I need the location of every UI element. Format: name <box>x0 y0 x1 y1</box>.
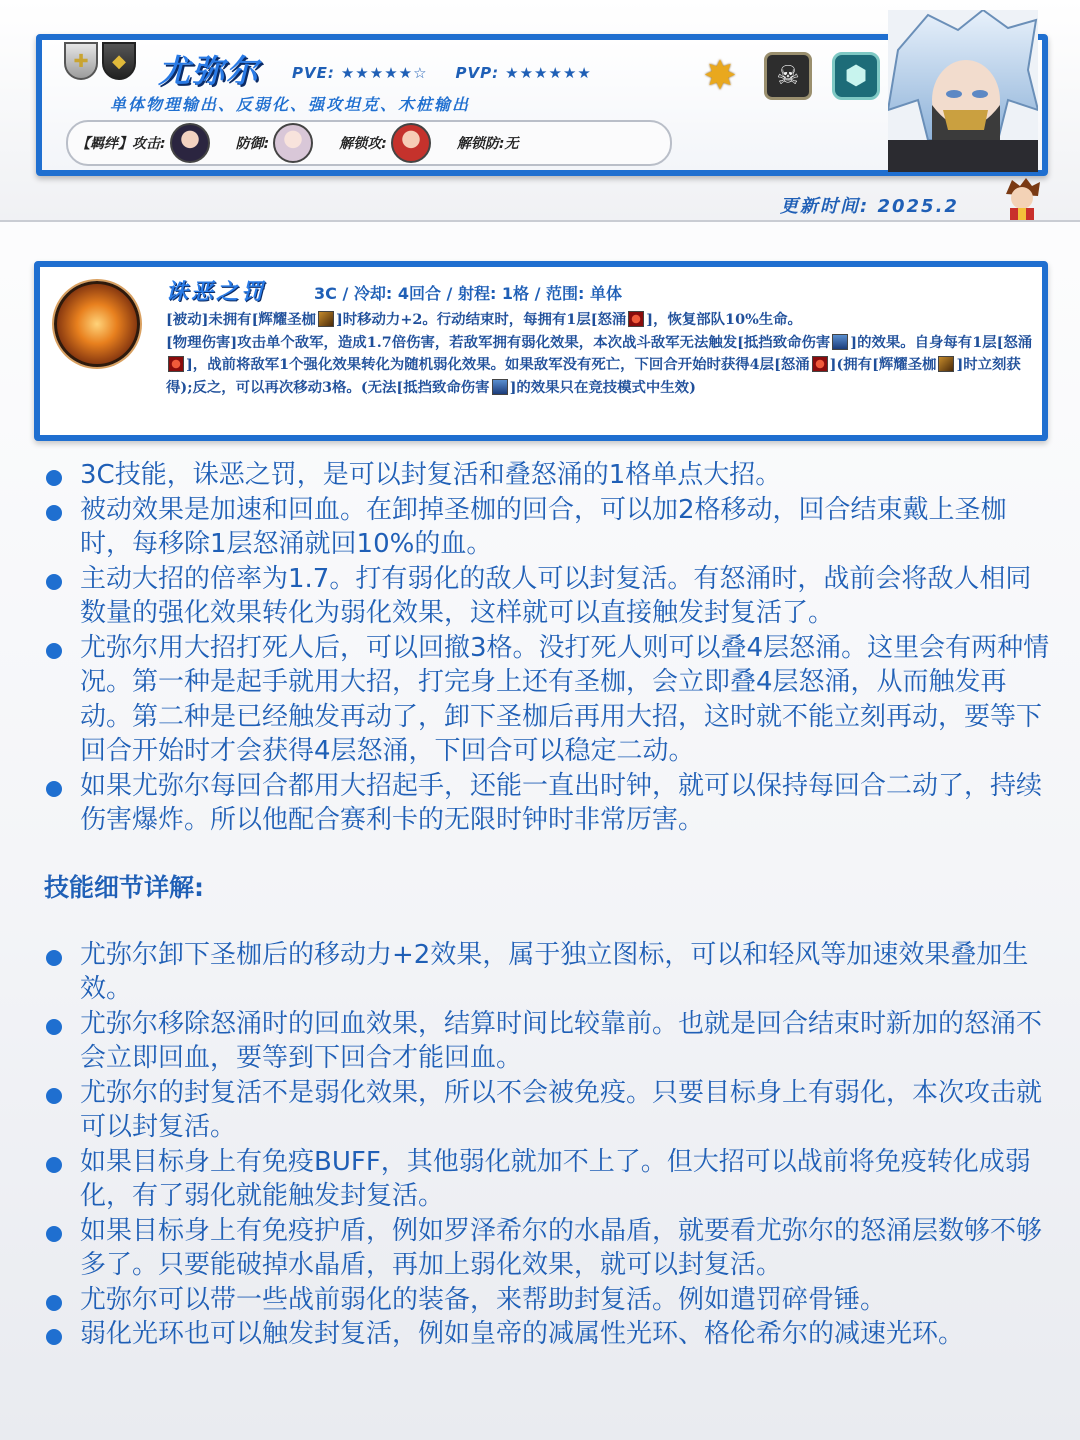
bond-defense-avatar[interactable] <box>273 123 313 163</box>
bond-unlock-attack <box>339 123 431 163</box>
hero-roles: 单体物理输出、反弱化、强攻坦克、木桩输出 <box>110 95 471 114</box>
list-item: 如果尤弥尔每回合都用大招起手，还能一直出时钟，就可以保持每回合二动了，持续伤害爆炸。所以他配合赛利卡的无限时钟时非常厉害。 <box>44 769 1054 838</box>
class-icons <box>64 42 136 80</box>
ratings <box>292 64 592 82</box>
hero-portrait <box>888 10 1038 172</box>
skill-description <box>166 309 1042 399</box>
skill-desc-part: ]时移动力+2。行动结束时，每拥有1层[怒涌 <box>335 311 627 328</box>
star-badge-icon: ✸ <box>703 53 737 99</box>
skill-meta: 3C / 冷却: 4回合 / 射程: 1格 / 范围: 单体 <box>314 284 623 303</box>
pvp-stars: ★★★★★★ <box>505 64 592 82</box>
lethal-block-icon <box>492 379 508 395</box>
bond-row <box>66 120 672 166</box>
skill-name: 诛恶之罚 <box>166 280 267 305</box>
chibi-avatar <box>1000 176 1044 220</box>
bond-attack-label: 攻击: <box>132 136 166 152</box>
bond-attack-avatar[interactable] <box>170 123 210 163</box>
bond-label: 【羁绊】 <box>76 136 132 152</box>
list-item: 尤弥尔卸下圣枷后的移动力+2效果，属于独立图标，可以和轻风等加速效果叠加生效。 <box>44 938 1054 1007</box>
section-title: 技能细节详解: <box>44 872 204 902</box>
bond-unlock-attack-avatar[interactable] <box>391 123 431 163</box>
skill-desc-part: ]，战前将敌军1个强化效果转化为随机弱化效果。如果敌军没有死亡，下回合开始时获得4层[怒涌 <box>186 356 810 373</box>
bond-unlock-defense <box>457 133 519 153</box>
cross-shield-icon: ✚ <box>64 42 98 80</box>
skill-desc-part: ]的效果只在竞技模式中生效) <box>509 378 696 396</box>
list-item: 尤弥尔用大招打死人后，可以回撤3格。没打死人则可以叠4层怒涌。这里会有两种情况。第一种是起手就用大招，打完身上还有圣枷，会立即叠4层怒涌，从而触发再动。第二种是已经触发再动了，卸下圣枷后再用大招，这时就不能立刻再动，要等下回合开始时才会获得4层怒涌，下回合可以稳定二动。 <box>44 631 1054 769</box>
skill-desc-part: [被动]未拥有[辉耀圣枷 <box>166 311 316 328</box>
skill-desc-part: [物理伤害]攻击单个敌军，造成1.7倍伤害，若敌军拥有弱化效果，本次战斗敌军无法触发[抵挡致命伤害 <box>166 333 831 351</box>
badges <box>696 52 880 100</box>
update-label: 更新时间: <box>780 196 870 217</box>
update-value: 2025.2 <box>877 196 959 217</box>
pve-stars: ★★★★★☆ <box>340 64 428 82</box>
holy-shackle-icon <box>318 311 334 327</box>
skill-desc-part: ]的效果。自身每有1层[怒涌 <box>850 333 1033 351</box>
list-item: 如果目标身上有免疫BUFF，其他弱化就加不上了。但大招可以战前将免疫转化成弱化，有了弱化就能触发封复活。 <box>44 1145 1054 1214</box>
lethal-block-icon <box>832 334 848 350</box>
analysis-content <box>44 458 1054 1352</box>
skill-fire-icon <box>54 281 140 367</box>
pve-label: PVE: <box>292 64 335 82</box>
detail-bullet-list <box>44 938 1054 1352</box>
main-bullet-list <box>44 458 1054 838</box>
bond-defense <box>236 123 314 163</box>
pvp-label: PVP: <box>455 64 500 82</box>
update-time <box>780 192 959 218</box>
skill-card <box>34 261 1048 441</box>
list-item: 如果目标身上有免疫护盾，例如罗泽希尔的水晶盾，就要看尤弥尔的怒涌层数够不够多了。只要能破掉水晶盾，再加上弱化效果，就可以封复活。 <box>44 1214 1054 1283</box>
crystal-badge-icon: ⬢ <box>832 52 880 100</box>
fury-icon <box>168 356 184 372</box>
list-item: 3C技能，诛恶之罚，是可以封复活和叠怒涌的1格单点大招。 <box>44 458 1054 493</box>
cat-shield-icon: ◆ <box>102 42 136 80</box>
hero-name: 尤弥尔 <box>158 52 261 90</box>
list-item: 尤弥尔的封复活不是弱化效果，所以不会被免疫。只要目标身上有弱化，本次攻击就可以封复活。 <box>44 1076 1054 1145</box>
skill-desc-part: ]时立刻获得);反之，可以再次移动3格。(无法[抵挡致命伤害 <box>166 356 1021 396</box>
fury-icon <box>628 311 644 327</box>
bond-attack <box>132 123 210 163</box>
skull-badge-icon: ☠ <box>764 52 812 100</box>
fury-icon <box>812 356 828 372</box>
list-item: 被动效果是加速和回血。在卸掉圣枷的回合，可以加2格移动，回合结束戴上圣枷时，每移除1层怒涌就回10%的血。 <box>44 493 1054 562</box>
bond-defense-label: 防御: <box>235 136 270 152</box>
bond-unlock-defense-value: 无 <box>504 136 519 152</box>
list-item: 尤弥尔可以带一些战前弱化的装备，来帮助封复活。例如遣罚碎骨锤。 <box>44 1283 1054 1318</box>
holy-shackle-icon <box>938 356 954 372</box>
list-item: 弱化光环也可以触发封复活，例如皇帝的减属性光环、格伦希尔的减速光环。 <box>44 1317 1054 1352</box>
list-item: 尤弥尔移除怒涌时的回血效果，结算时间比较靠前。也就是回合结束时新加的怒涌不会立即回血，要等到下回合才能回血。 <box>44 1007 1054 1076</box>
bond-unlock-attack-label: 解锁攻: <box>339 136 387 152</box>
skill-desc-part: ](拥有[辉耀圣枷 <box>829 356 937 373</box>
skill-desc-part: ]，恢复部队10%生命。 <box>646 311 802 328</box>
bond-unlock-defense-label: 解锁防: <box>456 136 505 152</box>
list-item: 主动大招的倍率为1.7。打有弱化的敌人可以封复活。有怒涌时，战前会将敌人相同数量的强化效果转化为弱化效果，这样就可以直接触发封复活了。 <box>44 562 1054 631</box>
